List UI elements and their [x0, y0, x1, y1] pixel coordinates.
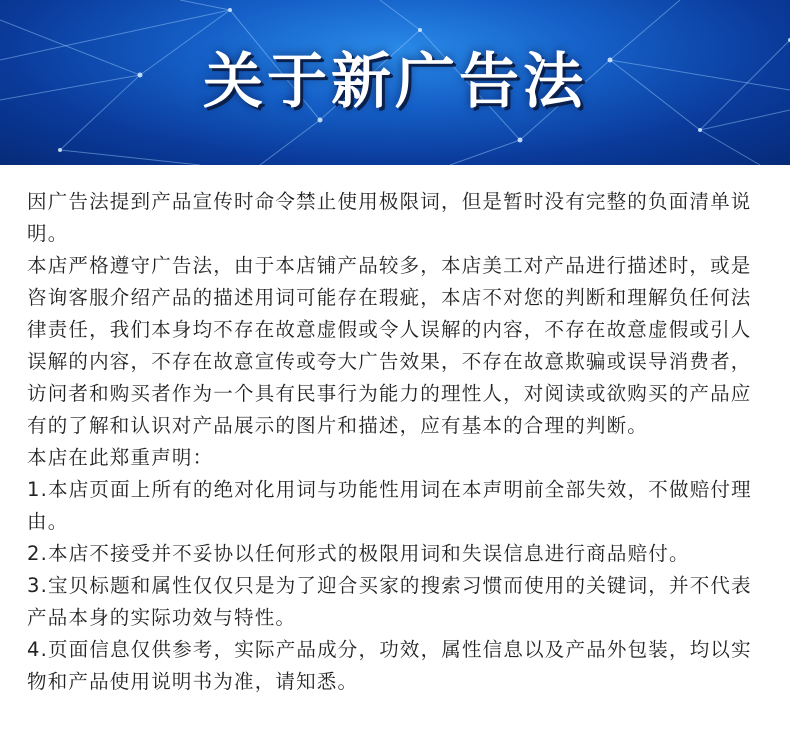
page-title: 关于新广告法: [203, 47, 587, 117]
paragraph-item-1: 1.本店页面上所有的绝对化用词与功能性用词在本声明前全部失效，不做赔付理由。: [27, 478, 752, 533]
paragraph-item-2: 2.本店不接受并不妥协以任何形式的极限用词和失误信息进行商品赔付。: [27, 542, 690, 565]
paragraph-intro: 因广告法提到产品宣传时命令禁止使用极限词，但是暂时没有完整的负面清单说明。: [27, 190, 752, 245]
notice-body: [27, 186, 772, 698]
paragraph-declaration-heading: 本店在此郑重声明：: [27, 446, 214, 469]
paragraph-disclaimer: 本店严格遵守广告法，由于本店铺产品较多，本店美工对产品进行描述时，或是咨询客服介绍产品的描述用词可能存在瑕疵，本店不对您的判断和理解负任何法律责任，我们本身均不存在故意虚假或令人误解的内容，不存在故意虚假或引人误解的内容，不存在故意宣传或夸大广告效果，不存在故意欺骗或误导消费者，访问者和购买者作为一个具有民事行为能力的理性人，对阅读或欲购买的产品应有的了解和认识对产品展示的图片和描述，应有基本的合理的判断。: [27, 254, 752, 437]
header-banner: [0, 0, 790, 165]
paragraph-item-4: 4.页面信息仅供参考，实际产品成分，功效，属性信息以及产品外包装，均以实物和产品使用说明书为准，请知悉。: [27, 638, 752, 693]
paragraph-item-3: 3.宝贝标题和属性仅仅只是为了迎合买家的搜索习惯而使用的关键词，并不代表产品本身的实际功效与特性。: [27, 574, 752, 629]
